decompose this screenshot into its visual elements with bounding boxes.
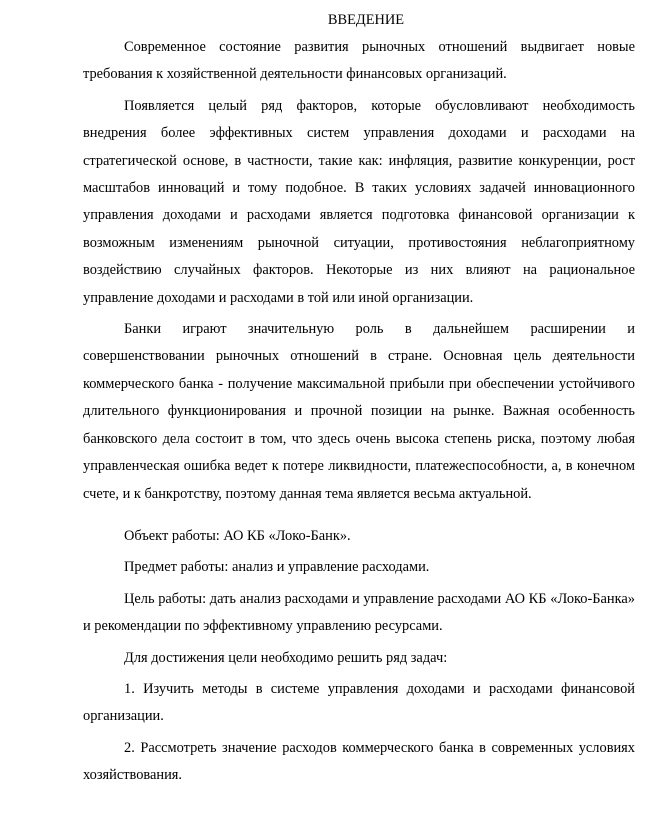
document-title: ВВЕДЕНИЕ <box>327 12 405 28</box>
paragraph-banks: Банки играют значительную роль в дальнейшем расширении и совершенствовании рыночных отношений в стране. Основная цель деятельности коммерческого банка - получение максимальной прибыли при обеспечении устойчивого длительного функционирования и прочной позиции на рынке. Важная особенность банковского дела состоит в том, что здесь очень высока степень риска, поэтому любая управленческая ошибка ведет к потере ликвидности, платежеспособности, а, в конечном счете, и к банкротству, поэтому данная тема является весьма актуальной. <box>83 321 635 502</box>
paragraph-tasks-intro: Для достижения цели необходимо решить ряд задач: <box>124 649 448 666</box>
paragraph-goal: Цель работы: дать анализ расходами и управление расходами АО КБ «Локо-Банка» и рекомендации по эффективному управлению ресурсами. <box>83 590 635 635</box>
paragraph-object: Объект работы: АО КБ «Локо-Банк». <box>124 527 351 544</box>
paragraph-task-1: 1. Изучить методы в системе управления доходами и расходами финансовой организации. <box>83 680 635 725</box>
paragraph-subject: Предмет работы: анализ и управление расходами. <box>124 559 430 576</box>
paragraph-task-2: 2. Рассмотреть значение расходов коммерческого банка в современных условиях хозяйствования. <box>83 739 635 784</box>
document-page <box>83 9 635 794</box>
paragraph-factors: Появляется целый ряд факторов, которые обусловливают необходимость внедрения более эффективных систем управления доходами и расходами на стратегической основе, в частности, такие как: инфляция, развитие конкуренции, рост масштабов инноваций и тому подобное. В таких условиях задачей инновационного управления доходами и расходами является подготовка финансовой организации к возможным изменениям рыночной ситуации, противостояния неблагоприятному воздействию случайных факторов. Некоторые из них влияют на рациональное управление доходами и расходами в той или иной организации. <box>83 97 635 306</box>
paragraph-intro: Современное состояние развития рыночных отношений выдвигает новые требования к хозяйственной деятельности финансовых организаций. <box>83 39 635 83</box>
